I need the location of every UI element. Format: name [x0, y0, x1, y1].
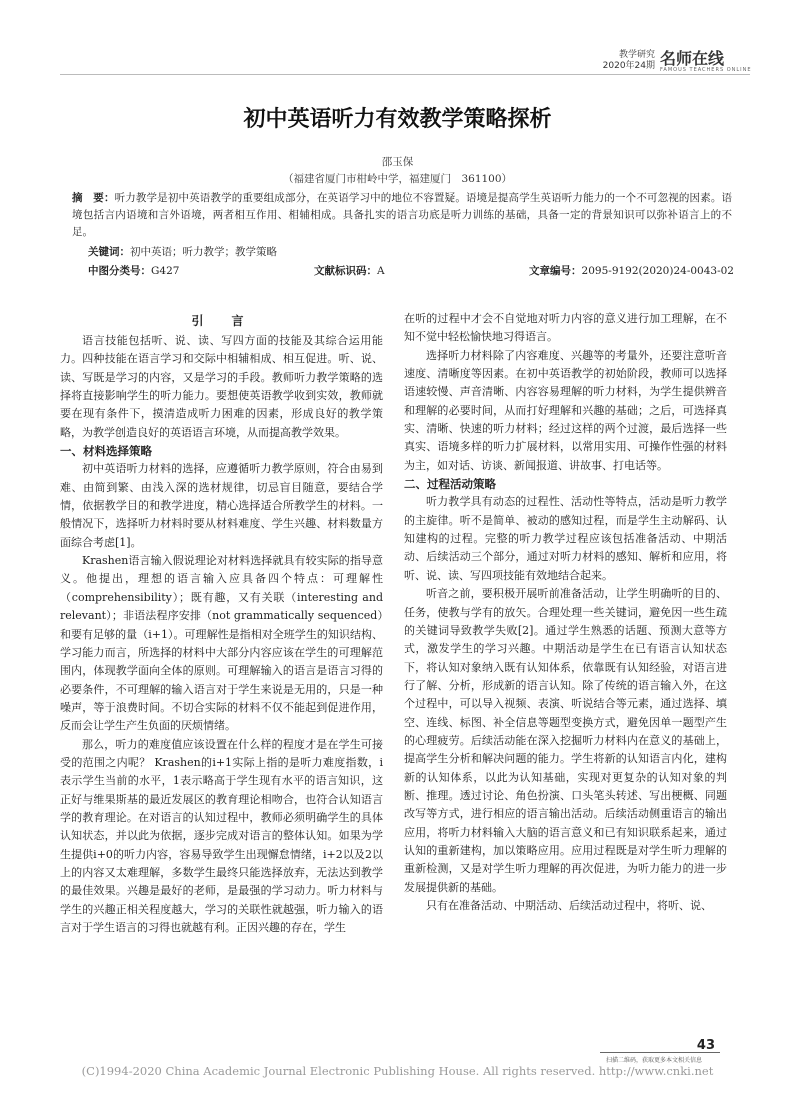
- intro-heading: 引 言: [191, 314, 252, 328]
- section-heading: 二、过程活动策略: [404, 477, 496, 492]
- header-divider: [60, 74, 750, 75]
- keywords: [88, 244, 277, 259]
- brand-logo: [660, 46, 752, 73]
- paragraph-continuation: 在听的过程中才会不自觉地对听力内容的意义进行加工理解，在不知不觉中轻松愉快地习得语言。: [404, 312, 727, 344]
- section-heading: 一、材料选择策略: [60, 444, 152, 459]
- left-column: [60, 310, 383, 937]
- footer-divider: [600, 1052, 720, 1053]
- doc-code-value: A: [377, 265, 385, 277]
- article-affiliation: （福建省厦门市柑岭中学，福建厦门 361100）: [282, 173, 513, 185]
- clc-field: [88, 263, 179, 278]
- brand-subtitle: FAMOUS TEACHERS ONLINE: [660, 67, 752, 73]
- clc-label: 中图分类号：: [88, 265, 151, 277]
- paragraph: 那么，听力的难度值应该设置在什么样的程度才是在学生可接受的范围之内呢？ Krashen的i+1实际上指的是听力难度指数，i表示学生当前的水平，1表示略高于学生现有水平的语言知识，这正好与维果斯基的最近发展区的教育理论相吻合，也符合认知语言学的教育理论。在对语言的认知过程中，教师必须明确学生的具体认知状态，并以此为依据，逐步完成对语言的整体认知。如果为学生提供i+0的听力内容，容易导致学生出现懈怠情绪，i+2以及2以上的内容又太难理解，多数学生最终只能选择放弃，无法达到教学的最佳效果。兴趣是最好的老师，是最强的学习动力。听力材料与学生的兴趣正相关程度越大，学习的关联性就越强，听力输入的语言对于学生语言的习得也就越有利。正因兴趣的存在，学生: [60, 737, 383, 934]
- clc-value: G427: [151, 265, 180, 277]
- journal-header: [603, 50, 655, 72]
- abstract-text: 听力教学是初中英语教学的重要组成部分，在英语学习中的地位不容置疑。语境是提高学生英语听力能力的一个不可忽视的因素。语境包括言内语境和言外语境，两者相互作用、相辅相成。具备扎实的语言功底是听力训练的基础，具备一定的背景知识可以弥补语言上的不足。: [72, 192, 733, 238]
- journal-name: 教学研究: [618, 50, 655, 60]
- doc-code-label: 文献标识码：: [314, 265, 377, 277]
- article-number-label: 文章编号：: [529, 265, 582, 277]
- journal-issue: 2020年24期: [602, 61, 655, 71]
- paragraph: 听音之前，要积极开展听前准备活动，让学生明确听的目的、任务，使教与学有的放矢。合理处理一些关键词，避免因一些生疏的关键词导致教学失败[2]。通过学生熟悉的话题、预测大意等方式，激发学生的学习兴趣。中期活动是学生在已有语言认知状态下，将认知对象纳入既有认知体系，依靠既有认知经验，对语言进行了解、分析，形成新的语言认知。除了传统的语言输入外，在这个过程中，可以导入视频、表演、听说结合等元素，通过选择、填空、连线、标图、补全信息等题型变换方式，避免因单一题型产生的心理疲劳。后续活动能在深入挖掘听力材料内在意义的基础上，提高学生分析和解决问题的能力。学生将新的认知语言内化，建构新的认知体系，以此为认知基础，实现对更复杂的认知对象的判断、推理。透过讨论、角色扮演、口头笔头转述、写出梗概、同题改写等方式，进行相应的语言输出活动。后续活动侧重语言的输出应用，将听力材料输入大脑的语言意义和已有知识联系起来，通过认知的重新建构，加以策略应用。应用过程既是对学生听力理解的重新检测，又是对学生听力理解的再次促进，为听力能力的进一步发展提供新的基础。: [404, 587, 727, 894]
- qr-caption: 扫描二维码，获取更多本文相关信息: [606, 1057, 703, 1064]
- abstract: [72, 190, 732, 241]
- article-title: 初中英语听力有效教学策略探析: [243, 106, 552, 132]
- keywords-text: 初中英语；听力教学；教学策略: [130, 246, 277, 258]
- brand-name: 名师在线: [660, 49, 725, 68]
- keywords-label: 关键词：: [88, 246, 130, 258]
- paragraph: 只有在准备活动、中期活动、后续活动过程中，将听、说、: [426, 899, 712, 912]
- paragraph: 听力教学具有动态的过程性、活动性等特点，活动是听力教学的主旋律。听不是简单、被动的感知过程，而是学生主动解码、认知建构的过程。完整的听力教学过程应该包括准备活动、中期活动、后续活动三个部分，通过对听力材料的感知、解析和应用，将听、说、读、写四项技能有效地结合起来。: [404, 495, 727, 582]
- paragraph: 语言技能包括听、说、读、写四方面的技能及其综合运用能力。四种技能在语言学习和交际中相辅相成、相互促进。听、说、读、写既是学习的内容，又是学习的手段。教师听力教学策略的选择将直接影响学生的听力能力。要想使英语教学收到实效，教师就要在现有条件下，摸清造成听力困难的因素，形成良好的教学策略，为教学创造良好的英语语言环境，从而提高教学效果。: [60, 334, 383, 439]
- abstract-label: 摘 要：: [72, 192, 115, 204]
- paragraph: 初中英语听力材料的选择，应遵循听力教学原则，符合由易到难、由简到繁、由浅入深的选材规律，切忌盲目随意，要结合学情，依据教学目的和教学进度，精心选择适合所教学生的材料。一般情况下，选择听力材料时要从材料难度、学生兴趣、材料数量方面综合考虑[1]。: [60, 462, 383, 549]
- paragraph: 选择听力材料除了内容难度、兴趣等的考量外，还要注意听音速度、清晰度等因素。在初中英语教学的初始阶段，教师可以选择语速较慢、声音清晰、内容容易理解的听力材料，为学生提供辨音和理解的必要时间，从而打好理解和兴趣的基础；之后，可选择真实、清晰、快速的听力材料；经过这样的两个过渡，最后选择一些真实、语境多样的听力扩展材料，以常用实用、可操作性强的材料为主，如对话、访谈、新闻报道、讲故事、打电话等。: [404, 348, 727, 472]
- article-author: 邵玉保: [381, 156, 414, 168]
- article-number-value: 2095-9192(2020)24-0043-02: [581, 265, 734, 277]
- page-number: 43: [696, 1038, 715, 1053]
- paragraph: Krashen语言输入假说理论对材料选择就具有较实际的指导意义。他提出，理想的语言输入应具备四个特点：可理解性（comprehensibility）；既有趣，又有关联（interesting and relevant）；非语法程序安排（not grammatically sequenced）和要有足够的量（i+1）。可理解性是指相对全班学生的知识结构、学习能力而言，所选择的材料中大部分内容应该在学生的可理解范围内，体现教学面向全体的原则。可理解输入的语言是语言习得的必要条件，不可理解的输入语言对于学生来说是无用的，只是一种噪声，等于浪费时间。不切合实际的材料不仅不能起到促进作用，反而会让学生产生负面的厌烦情绪。: [60, 554, 383, 733]
- doc-code-field: [314, 263, 385, 278]
- right-column: [404, 310, 727, 915]
- article-number-field: [529, 263, 734, 278]
- copyright-watermark: (C)1994-2020 China Academic Journal Electronic Publishing House. All rights reserved. http://www.cnki.net: [81, 1064, 714, 1078]
